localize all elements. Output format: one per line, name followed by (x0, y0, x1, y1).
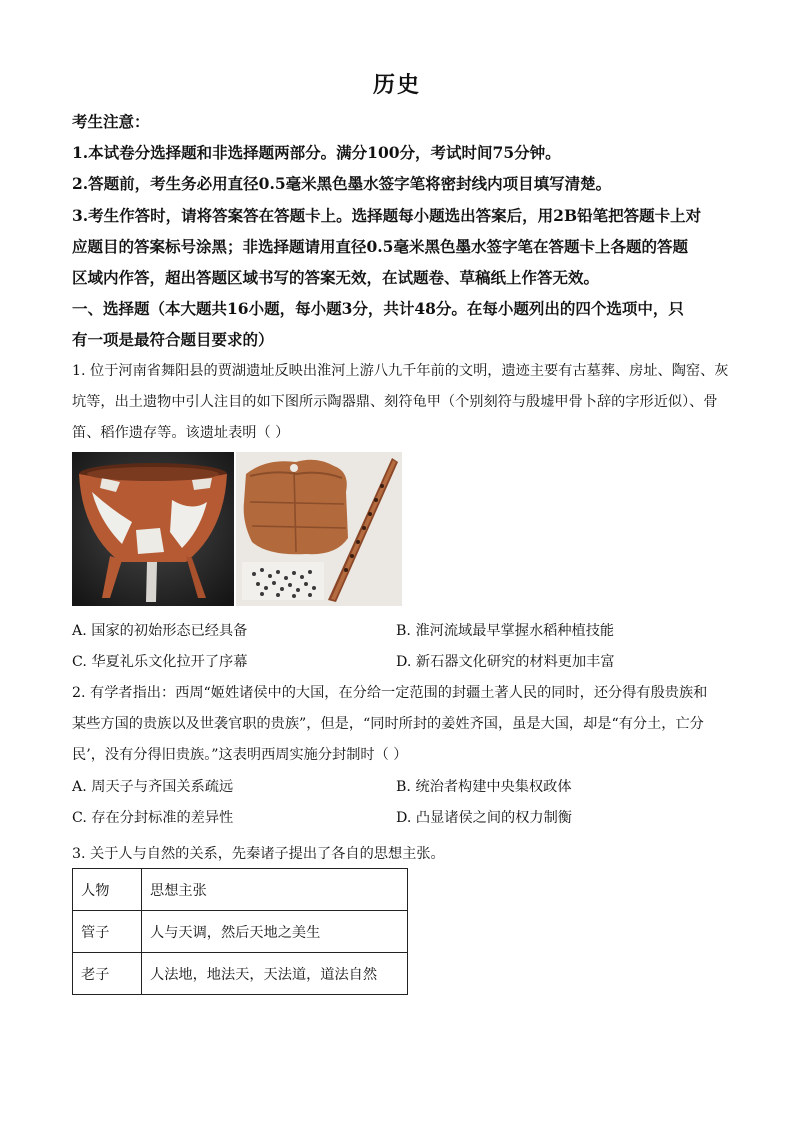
q1-option-b[interactable]: B. 淮河流域最早掌握水稻种植技能 (396, 623, 615, 639)
q1-option-c[interactable]: C. 华夏礼乐文化拉开了序幕 (72, 654, 248, 670)
q1-option-a[interactable]: A. 国家的初始形态已经具备 (72, 623, 248, 639)
q2-stem-line-2: 某些方国的贵族以及世袭官职的贵族”，但是，“同时所封的姜姓齐国，虽是大国，却是“有分土，亡分 (72, 716, 704, 732)
q2-option-c[interactable]: C. 存在分封标准的差异性 (72, 810, 234, 826)
table-header-row (73, 869, 408, 911)
q3-table (72, 868, 408, 995)
table-row (73, 953, 408, 995)
page-title: 历史 (372, 72, 421, 98)
q2-option-b[interactable]: B. 统治者构建中央集权政体 (396, 779, 572, 795)
q1-option-d[interactable]: D. 新石器文化研究的材料更加丰富 (396, 654, 615, 670)
notice-item-3-cont2: 区域内作答，超出答题区域书写的答案无效，在试题卷、草稿纸上作答无效。 (72, 268, 600, 287)
q1-stem-line-2: 坑等，出土遗物中引人注目的如下图所示陶器鼎、刻符龟甲（个别刻符与殷墟甲骨卜辞的字形近似）、骨 (72, 394, 718, 410)
notice-item-2: 2.答题前，考生务必用直径0.5毫米黑色墨水签字笔将密封线内项目填写清楚。 (72, 174, 612, 193)
notice-item-3-cont1: 应题目的答案标号涂黑；非选择题请用直径0.5毫米黑色墨水签字笔在答题卡上各题的答题 (72, 237, 688, 256)
q1-stem-line-3: 笛、稻作遗存等。该遗址表明（ ） (72, 425, 290, 441)
table-cell: 人与天调，然后天地之美生 (142, 911, 408, 953)
section-heading-cont: 有一项是最符合题目要求的） (72, 330, 274, 349)
section-heading: 一、选择题（本大题共16小题，每小题3分，共计48分。在每小题列出的四个选项中，只 (72, 299, 684, 318)
q2-option-a[interactable]: A. 周天子与齐国关系疏远 (72, 779, 234, 795)
notice-heading: 考生注意： (72, 112, 150, 131)
q3-stem: 3. 关于人与自然的关系，先秦诸子提出了各自的思想主张。 (72, 846, 445, 862)
table-header-cell: 思想主张 (142, 869, 408, 911)
table-header-cell: 人物 (73, 869, 142, 911)
q2-option-d[interactable]: D. 凸显诸侯之间的权力制衡 (396, 810, 572, 826)
table-cell: 管子 (73, 911, 142, 953)
table-cell: 人法地，地法天，天法道，道法自然 (142, 953, 408, 995)
table-cell: 老子 (73, 953, 142, 995)
notice-item-3: 3.考生作答时，请将答案答在答题卡上。选择题每小题选出答案后，用2B铅笔把答题卡上对 (72, 206, 702, 225)
q2-stem-line-1: 2. 有学者指出：西周“姬姓诸侯中的大国，在分给一定范围的封疆土著人民的同时，还分得有殷贵族和 (72, 685, 708, 701)
pottery-ding-image (72, 452, 234, 606)
notice-item-1: 1.本试卷分选择题和非选择题两部分。满分100分，考试时间75分钟。 (72, 143, 561, 162)
q1-stem-line-1: 1. 位于河南省舞阳县的贾湖遗址反映出淮河上游八九千年前的文明，遗迹主要有古墓葬、房址、陶窑、灰 (72, 363, 729, 379)
table-row (73, 911, 408, 953)
q2-stem-line-3: 民’，没有分得旧贵族。”这表明西周实施分封制时（ ） (72, 747, 408, 763)
tortoise-shell-and-flute-image (236, 452, 402, 606)
